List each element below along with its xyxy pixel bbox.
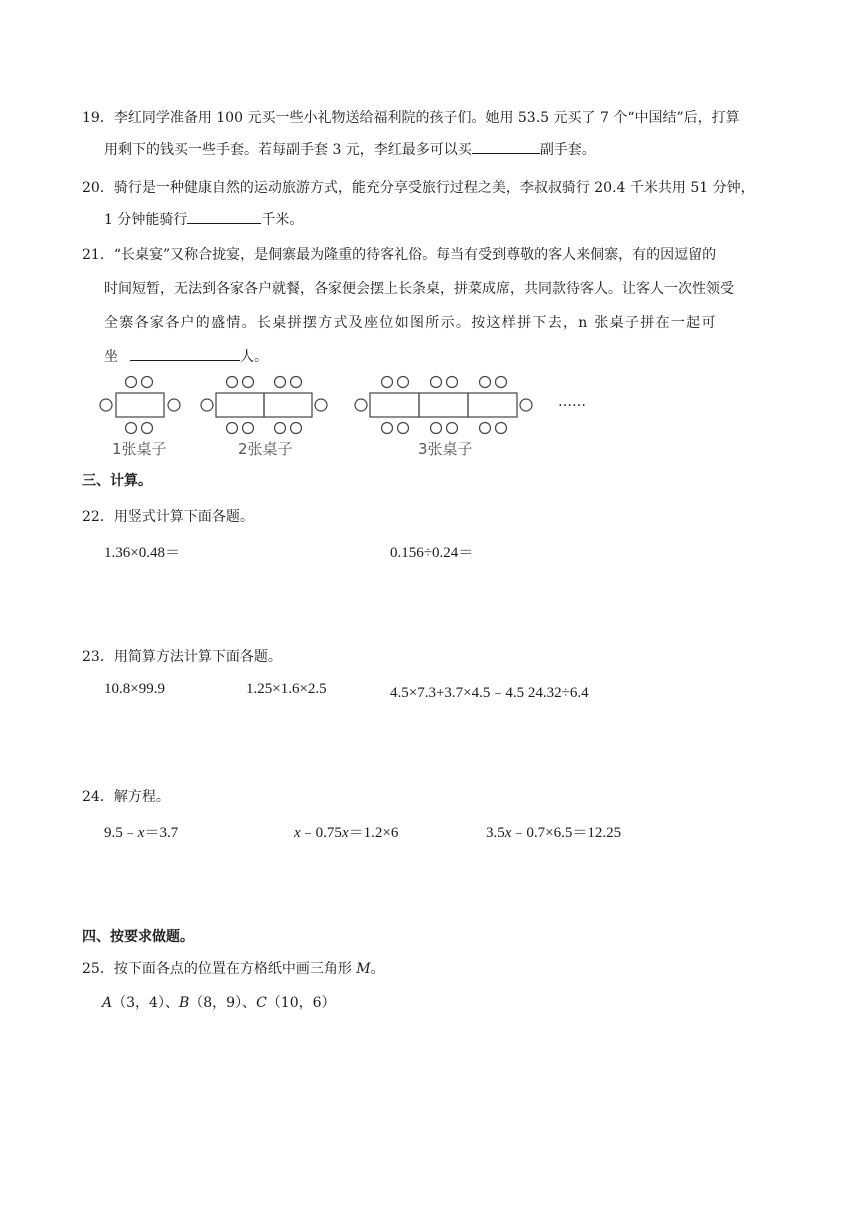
calc-item: 10.8×99.9 — [104, 681, 165, 697]
equation-3: 3.5x﹣0.7×6.5＝12.25 — [486, 825, 622, 841]
question-text-line: 千米。 — [261, 212, 304, 228]
three-table-arrangement — [355, 377, 532, 434]
question-22-title: 22．用竖式计算下面各题。 — [82, 509, 254, 525]
answer-blank[interactable] — [187, 208, 261, 224]
question-text-line: 骑行是一种健康自然的运动旅游方式，能充分享受旅行过程之美，李叔叔骑行 20.4 千米共用 51 分钟， — [113, 180, 755, 196]
question-25-title: 25．按下面各点的位置在方格纸中画三角形 M。 — [82, 961, 385, 977]
calc-item: 1.25×1.6×2.5 — [246, 681, 327, 697]
calc-item: 1.36×0.48＝ — [104, 545, 180, 561]
question-21 — [82, 238, 780, 374]
question-text-line: 人。 — [240, 349, 268, 365]
one-table-arrangement — [100, 377, 180, 434]
question-24-title: 24．解方程。 — [82, 789, 170, 805]
question-19 — [82, 102, 780, 166]
question-number: 19． — [82, 110, 114, 126]
equation-1: 9.5﹣x＝3.7 — [104, 825, 179, 841]
question-text-line: “长桌宴”又称合拢宴，是侗寨最为隆重的待客礼俗。每当有受到尊敬的客人来侗寨，有的因逗留的 — [113, 247, 717, 263]
calc-item: 4.5×7.3+3.7×4.5﹣4.5 24.32÷6.4 — [390, 685, 589, 701]
point-coordinates: A（3，4）、B（8，9）、C（10，6） — [102, 995, 336, 1011]
question-text-line: 时间短暂，无法到各家各户就餐，各家便会摆上长条桌，拼菜成席，共同款待客人。让客人一次性领受 — [104, 281, 734, 297]
question-number: 21． — [82, 247, 114, 263]
figure-caption: 1张桌子 — [112, 440, 167, 458]
question-text-line: 1 分钟能骑行 — [104, 212, 188, 228]
question-text-line: 坐 — [104, 349, 118, 365]
question-text-line: 全寨各家各户的盛情。长桌拼摆方式及座位如图所示。按这样拼下去，n 张桌子拼在一起可 — [104, 315, 717, 331]
question-20 — [82, 172, 780, 236]
figure-caption: 3张桌子 — [418, 440, 473, 458]
table-arrangement-figure — [98, 372, 598, 440]
figure-ellipsis: …… — [558, 394, 586, 410]
answer-blank[interactable] — [472, 138, 540, 154]
question-23-title: 23．用简算方法计算下面各题。 — [82, 649, 282, 665]
figure-caption: 2张桌子 — [238, 440, 293, 458]
answer-blank[interactable] — [130, 345, 240, 361]
section-heading: 三、计算。 — [82, 473, 152, 489]
question-text-line: 用剩下的钱买一些手套。若每副手套 3 元，李红最多可以买 — [104, 142, 472, 158]
section-heading: 四、按要求做题。 — [82, 929, 194, 945]
two-table-arrangement — [201, 377, 327, 434]
calc-item: 0.156÷0.24＝ — [390, 545, 474, 561]
equation-2: x﹣0.75x＝1.2×6 — [294, 825, 399, 841]
question-text-line: 副手套。 — [539, 142, 596, 158]
question-text-line: 李红同学准备用 100 元买一些小礼物送给福利院的孩子们。她用 53.5 元买了 7 个“中国结”后，打算 — [113, 110, 740, 126]
question-number: 20． — [82, 180, 114, 196]
